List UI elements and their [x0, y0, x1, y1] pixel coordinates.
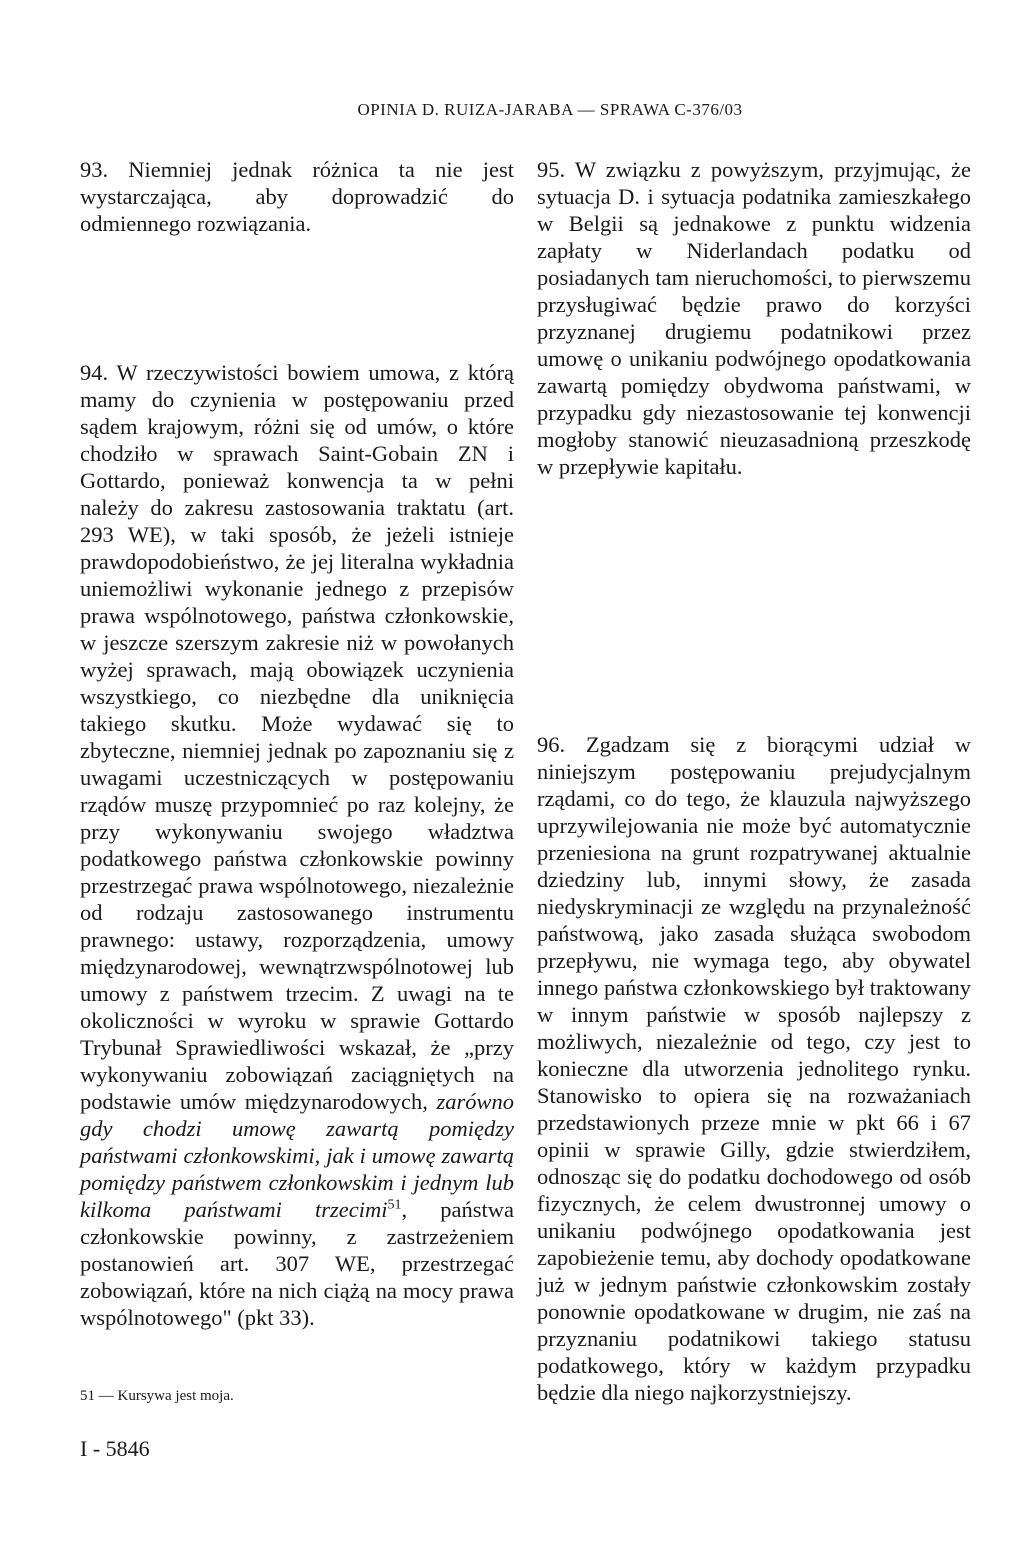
paragraph-95: 95. W związku z powyższym, przyjmując, że sytuacja D. i sytuacja podatnika zamieszkałego w Belgii są jednakowe z punktu widzenia zapłaty w Niderlandach podatku od posiadanych tam nieruchomości, to pierwszemu przysługiwać będzie prawo do korzyści przyznanej drugiemu podatnikowi przez umowę o unikaniu podwójnego opodatkowania zawartą pomiędzy obydwoma państwami, w przypadku gdy niezastosowanie tej konwencji mogłoby stanowić nieuzasadnioną przeszkodę w przepływie kapitału.: [537, 157, 971, 479]
paragraph-94: [80, 359, 514, 1331]
paragraph-94-italic: zarówno gdy chodzi umowę zawartą pomiędzy państwami członkowskimi, jak i umowę zawartą pomiędzy państwem członkowskim i jednym lub kilkoma państwami trzecimi: [80, 1089, 514, 1222]
paragraph-94-text: 94. W rzeczywistości bowiem umowa, z którą mamy do czynienia w postępowaniu przed sądem krajowym, różni się od umów, o które chodziło w sprawach Saint-Gobain ZN i Gottardo, ponieważ konwencja ta w pełni należy do zakresu zastosowania traktatu (art. 293 WE), w taki sposób, że jeżeli istnieje prawdopodobieństwo, że jej literalna wykładnia uniemożliwi wykonanie jednego z przepisów prawa wspólnotowego, państwa członkowskie, w jeszcze szerszym zakresie niż w powołanych wyżej sprawach, mają obowiązek uczynienia wszystkiego, co niezbędne dla uniknięcia takiego skutku. Może wydawać się to zbyteczne, niemniej jednak po zapoznaniu się z uwagami uczestniczących w postępowaniu rządów muszę przypomnieć po raz kolejny, że przy wykonywaniu swojego władztwa podatkowego państwa członkowskie powinny przestrzegać prawa wspólnotowego, niezależnie od rodzaju zastosowanego instrumentu prawnego: ustawy, rozporządzenia, umowy międzynarodowej, wewnątrzwspólnotowej lub umowy z państwem trzecim. Z uwagi na te okoliczności w wyroku w sprawie Gottardo Trybunał Sprawiedliwości wskazał, że „przy wykonywaniu zobowiązań zaciągniętych na podstawie umów międzynarodowych,: [80, 360, 514, 1114]
paragraph-96: 96. Zgadzam się z biorącymi udział w niniejszym postępowaniu prejudycjalnym rządami, co do tego, że klauzula najwyższego uprzywilejowania nie może być automatycznie przeniesiona na grunt rozpatrywanej aktualnie dziedziny lub, innymi słowy, że zasada niedyskryminacji ze względu na przynależność państwową, jako zasada służąca swobodom przepływu, nie wymaga tego, aby obywatel innego państwa członkowskiego był traktowany w innym państwie w sposób najlepszy z możliwych, niezależnie od tego, czy jest to konieczne dla utworzenia jednolitego rynku. Stanowisko to opiera się na rozważaniach przedstawionych przeze mnie w pkt 66 i 67 opinii w sprawie Gilly, gdzie stwierdziłem, odnosząc się do podatku dochodowego od osób fizycznych, że celem dwustronnej umowy o unikaniu podwójnego opodatkowania jest zapobieżenie temu, aby dochody opodatkowane już w jednym państwie członkowskim zostały ponownie opodatkowane w drugim, nie zaś na przyznaniu podatnikowi takiego statusu podatkowego, który w każdym przypadku będzie dla niego najkorzystniejszy.: [537, 732, 971, 1405]
left-column: [80, 156, 514, 237]
paragraph-94-text-end: , państwa członkowskie powinny, z zastrzeżeniem postanowień art. 307 WE, przestrzegać zobowiązań, które na nich ciążą na mocy prawa wspólnotowego" (pkt 33).: [80, 1197, 514, 1330]
right-column-p95: [537, 156, 971, 480]
running-header: OPINIA D. RUIZA-JARABA — SPRAWA C-376/03: [357, 100, 743, 119]
footnote: 51 — Kursywa jest moja.: [80, 1388, 234, 1404]
right-column-p96: [537, 731, 971, 1406]
page-number: I - 5846: [80, 1436, 150, 1461]
paragraph-93: 93. Niemniej jednak różnica ta nie jest wystarczająca, aby doprowadzić do odmiennego rozwiązania.: [80, 157, 514, 236]
left-column-p94: [80, 359, 514, 1331]
footnote-reference[interactable]: 51: [387, 1197, 402, 1213]
